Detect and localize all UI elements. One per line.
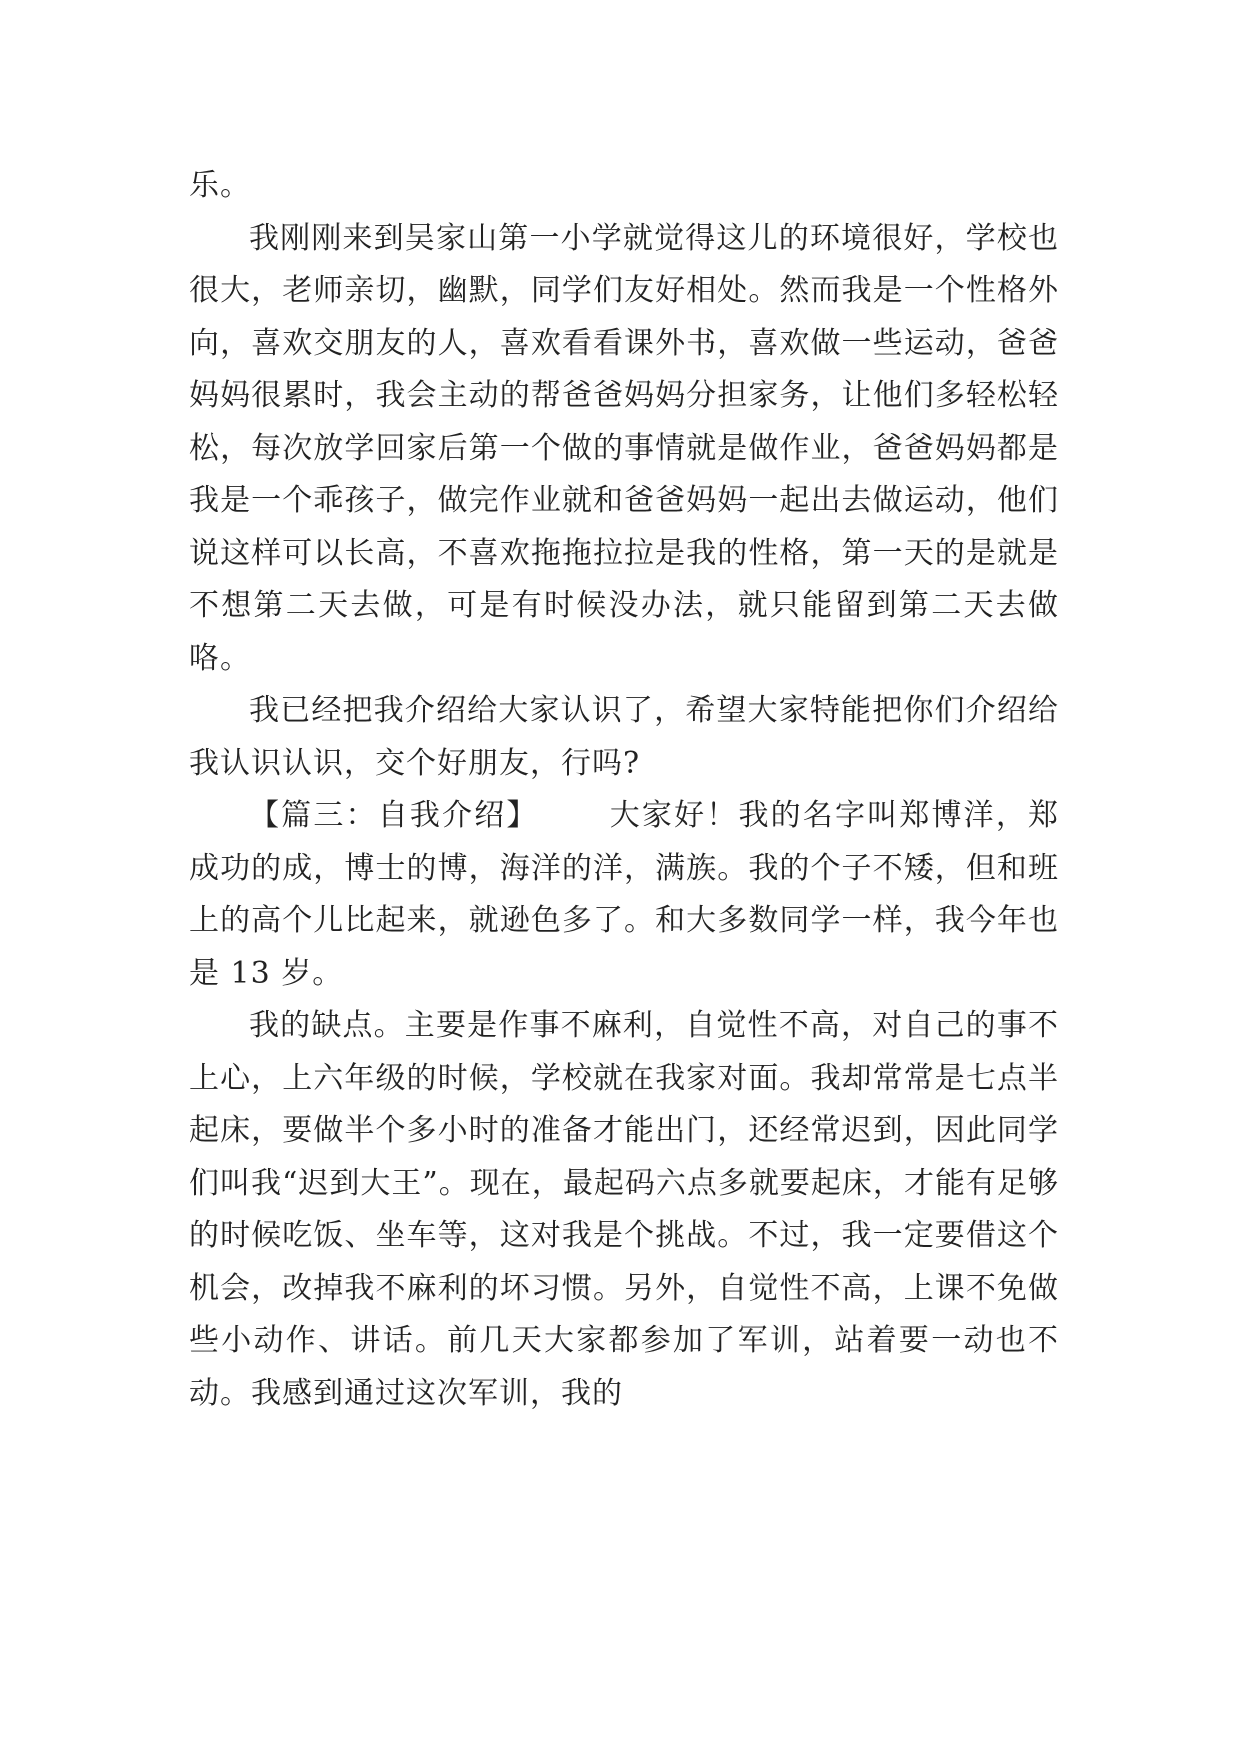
paragraph-school-life: 我刚刚来到吴家山第一小学就觉得这儿的环境很好，学校也很大，老师亲切，幽默，同学们友好相处。然而我是一个性格外向，喜欢交朋友的人，喜欢看看课外书，喜欢做一些运动，爸爸妈妈很累时，我会主动的帮爸爸妈妈分担家务，让他们多轻松轻松，每次放学回家后第一个做的事情就是做作业，爸爸妈妈都是我是一个乖孩子，做完作业就和爸爸妈妈一起出去做运动，他们说这样可以长高，不喜欢拖拖拉拉是我的性格，第一天的是就是不想第二天去做，可是有时候没办法，就只能留到第二天去做咯。 (189, 220, 1059, 676)
section-intro-text: 大家好！我的名字叫郑博洋，郑成功的成，博士的博，海洋的洋，满族。我的个子不矮，但和班上的高个儿比起来，就逊色多了。和大多数同学一样，我今年也是 13 岁。 (189, 798, 1060, 991)
section-heading: 【篇三：自我介绍】 (249, 798, 539, 833)
body-text (189, 160, 1059, 1420)
paragraph-closing: 我已经把我介绍给大家认识了，希望大家特能把你们介绍给我认识认识，交个好朋友，行吗? (189, 693, 1059, 781)
section-intro-paragraph (189, 790, 1059, 1000)
paragraph-shortcomings: 我的缺点。主要是作事不麻利，自觉性不高，对自己的事不上心，上六年级的时候，学校就在我家对面。我却常常是七点半起床，要做半个多小时的准备才能出门，还经常迟到，因此同学们叫我“迟到大王”。现在，最起码六点多就要起床，才能有足够的时候吃饭、坐车等，这对我是个挑战。不过，我一定要借这个机会，改掉我不麻利的坏习惯。另外，自觉性不高，上课不免做些小动作、讲话。前几天大家都参加了军训，站着要一动也不动。我感到通过这次军训，我的 (189, 1008, 1059, 1411)
paragraph-continuation: 乐。 (189, 168, 251, 203)
